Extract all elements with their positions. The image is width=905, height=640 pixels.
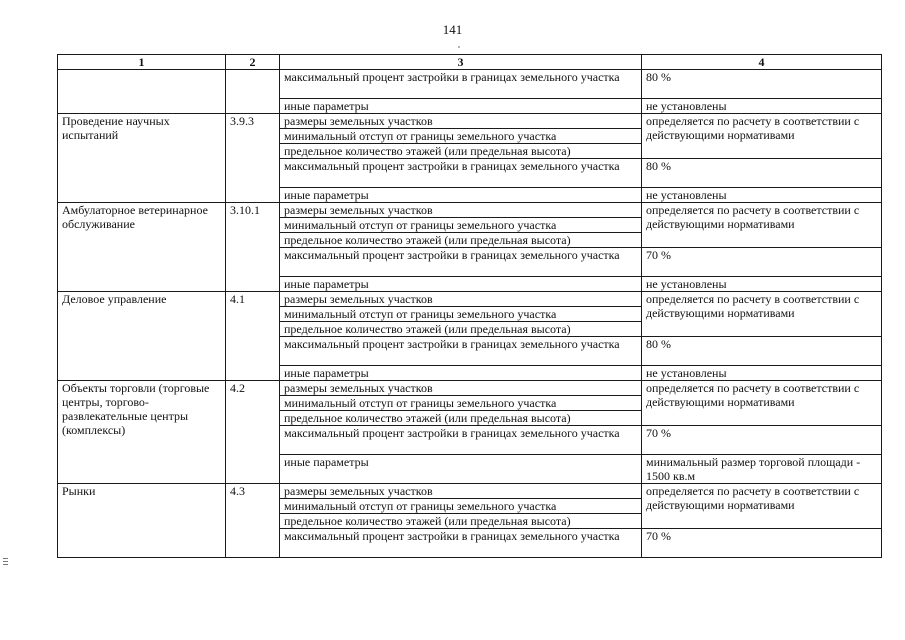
use-name-cell: Проведение научных испытаний [58,114,226,203]
parameter-cell: иные параметры [280,455,642,484]
use-name-cell: Рынки [58,484,226,558]
value-cell: определяется по расчету в соответствии с действующими нормативами [642,381,882,426]
table-row [58,292,882,307]
parameter-cell: предельное количество этажей (или предельная высота) [280,514,642,529]
parameter-cell: размеры земельных участков [280,381,642,396]
table-row [58,114,882,129]
column-header-2: 2 [226,55,280,70]
parameter-cell: минимальный отступ от границы земельного участка [280,129,642,144]
value-cell: 80 % [642,159,882,188]
value-cell: определяется по расчету в соответствии с действующими нормативами [642,292,882,337]
value-cell: определяется по расчету в соответствии с действующими нормативами [642,203,882,248]
use-name-cell: Деловое управление [58,292,226,381]
value-cell: не установлены [642,99,882,114]
parameter-cell: предельное количество этажей (или предельная высота) [280,411,642,426]
value-cell: 70 % [642,248,882,277]
value-cell: не установлены [642,277,882,292]
table-header-row [58,55,882,70]
value-cell: определяется по расчету в соответствии с действующими нормативами [642,114,882,159]
value-cell: не установлены [642,366,882,381]
value-cell: 70 % [642,529,882,558]
parameter-cell: предельное количество этажей (или предельная высота) [280,144,642,159]
table-row [58,70,882,99]
value-cell: 80 % [642,70,882,99]
table-row [58,381,882,396]
table-row [58,484,882,499]
parameter-cell: иные параметры [280,188,642,203]
parameter-cell: максимальный процент застройки в границах земельного участка [280,529,642,558]
parameter-cell: иные параметры [280,99,642,114]
parameter-cell: иные параметры [280,366,642,381]
column-header-3: 3 [280,55,642,70]
parameter-cell: предельное количество этажей (или предельная высота) [280,322,642,337]
use-code-cell: 4.3 [226,484,280,558]
use-code-cell: 4.2 [226,381,280,484]
value-cell: 80 % [642,337,882,366]
value-cell: минимальный размер торговой площади - 1500 кв.м [642,455,882,484]
use-code-cell [226,70,280,114]
parameter-cell: максимальный процент застройки в границах земельного участка [280,159,642,188]
parameter-cell: размеры земельных участков [280,203,642,218]
value-cell: определяется по расчету в соответствии с действующими нормативами [642,484,882,529]
regulations-table [57,54,882,558]
parameter-cell: максимальный процент застройки в границах земельного участка [280,70,642,99]
parameter-cell: минимальный отступ от границы земельного участка [280,307,642,322]
page-number: 141 [442,22,463,37]
parameter-cell: максимальный процент застройки в границах земельного участка [280,248,642,277]
parameter-cell: размеры земельных участков [280,114,642,129]
value-cell: 70 % [642,426,882,455]
parameter-cell: размеры земельных участков [280,484,642,499]
use-code-cell: 4.1 [226,292,280,381]
parameter-cell: максимальный процент застройки в границах земельного участка [280,337,642,366]
use-name-cell: Объекты торговли (торговые центры, торгово-развлекательные центры (комплексы) [58,381,226,484]
parameter-cell: размеры земельных участков [280,292,642,307]
table-row [58,203,882,218]
parameter-cell: минимальный отступ от границы земельного участка [280,218,642,233]
parameter-cell: предельное количество этажей (или предельная высота) [280,233,642,248]
value-cell: не установлены [642,188,882,203]
parameter-cell: иные параметры [280,277,642,292]
use-name-cell: Амбулаторное ветеринарное обслуживание [58,203,226,292]
parameter-cell: минимальный отступ от границы земельного участка [280,499,642,514]
parameter-cell: минимальный отступ от границы земельного участка [280,396,642,411]
parameter-cell: максимальный процент застройки в границах земельного участка [280,426,642,455]
use-code-cell: 3.9.3 [226,114,280,203]
use-name-cell [58,70,226,114]
use-code-cell: 3.10.1 [226,203,280,292]
scan-speck [458,46,460,48]
scan-edge-mark [3,558,8,571]
column-header-4: 4 [642,55,882,70]
column-header-1: 1 [58,55,226,70]
